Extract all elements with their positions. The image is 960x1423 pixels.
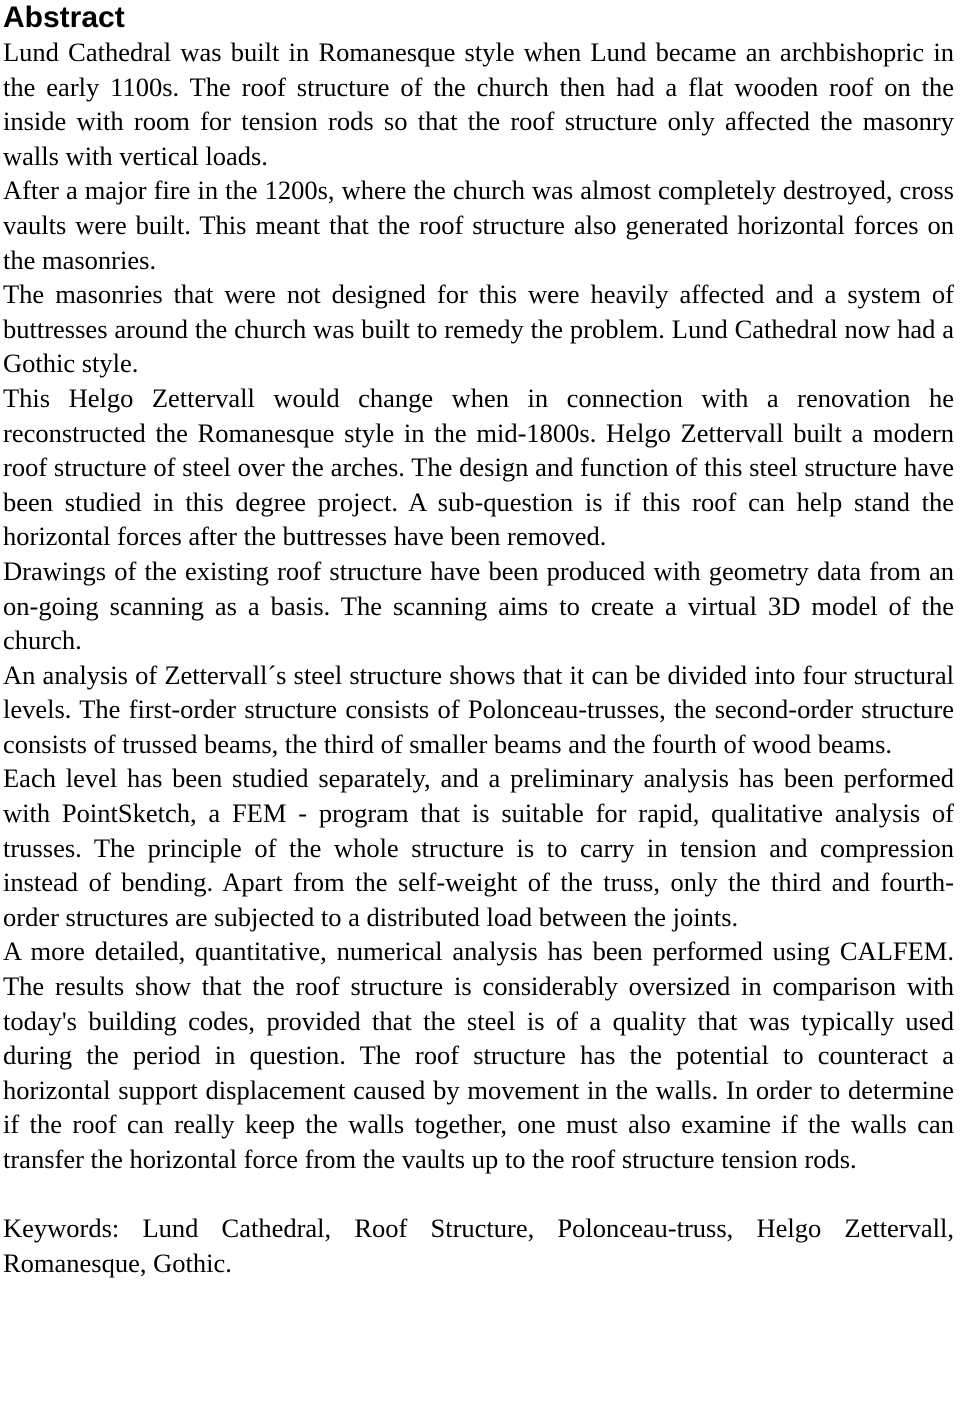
abstract-body xyxy=(3,35,954,1280)
abstract-paragraph-2: After a major fire in the 1200s, where the church was almost completely destroyed, cross vaults were built. This meant that the roof structure also generated horizontal forces on the masonries. xyxy=(3,175,954,275)
abstract-paragraph-6: An analysis of Zettervall´s steel structure shows that it can be divided into four structural levels. The first-order structure consists of Polonceau-trusses, the second-order structure consists of trussed beams, the third of smaller beams and the fourth of wood beams. xyxy=(3,659,954,759)
abstract-paragraph-7: Each level has been studied separately, and a preliminary analysis has been performed with PointSketch, a FEM - program that is suitable for rapid, qualitative analysis of trusses. The principle of the whole structure is to carry in tension and compression instead of bending. Apart from the self-weight of the truss, only the third and fourth-order structures are subjected to a distributed load between the joints. xyxy=(3,763,954,932)
abstract-paragraph-4: This Helgo Zettervall would change when in connection with a renovation he reconstructed the Romanesque style in the mid-1800s. Helgo Zettervall built a modern roof structure of steel over the arches. The design and function of this steel structure have been studied in this degree project. A sub-question is if this roof can help stand the horizontal forces after the buttresses have been removed. xyxy=(3,382,954,552)
abstract-paragraph-5: Drawings of the existing roof structure have been produced with geometry data from an on-going scanning as a basis. The scanning aims to create a virtual 3D model of the church. xyxy=(3,555,954,656)
keywords-line: Keywords: Lund Cathedral, Roof Structure, Polonceau-truss, Helgo Zettervall, Romanesque, Gothic. xyxy=(3,1213,954,1278)
abstract-heading: Abstract xyxy=(3,1,125,34)
document-page xyxy=(3,0,954,1280)
abstract-paragraph-8: A more detailed, quantitative, numerical analysis has been performed using CALFEM. The results show that the roof structure is considerably oversized in comparison with today's building codes, provided that the steel is of a quality that was typically used during the period in question. The roof structure has the potential to counteract a horizontal support displacement caused by movement in the walls. In order to determine if the roof can really keep the walls together, one must also examine if the walls can transfer the horizontal force from the vaults up to the roof structure tension rods. xyxy=(3,936,954,1174)
abstract-paragraph-1: Lund Cathedral was built in Romanesque style when Lund became an archbishopric in the early 1100s. The roof structure of the church then had a flat wooden roof on the inside with room for tension rods so that the roof structure only affected the masonry walls with vertical loads. xyxy=(3,37,954,171)
abstract-paragraph-3: The masonries that were not designed for this were heavily affected and a system of buttresses around the church was built to remedy the problem. Lund Cathedral now had a Gothic style. xyxy=(3,279,954,379)
